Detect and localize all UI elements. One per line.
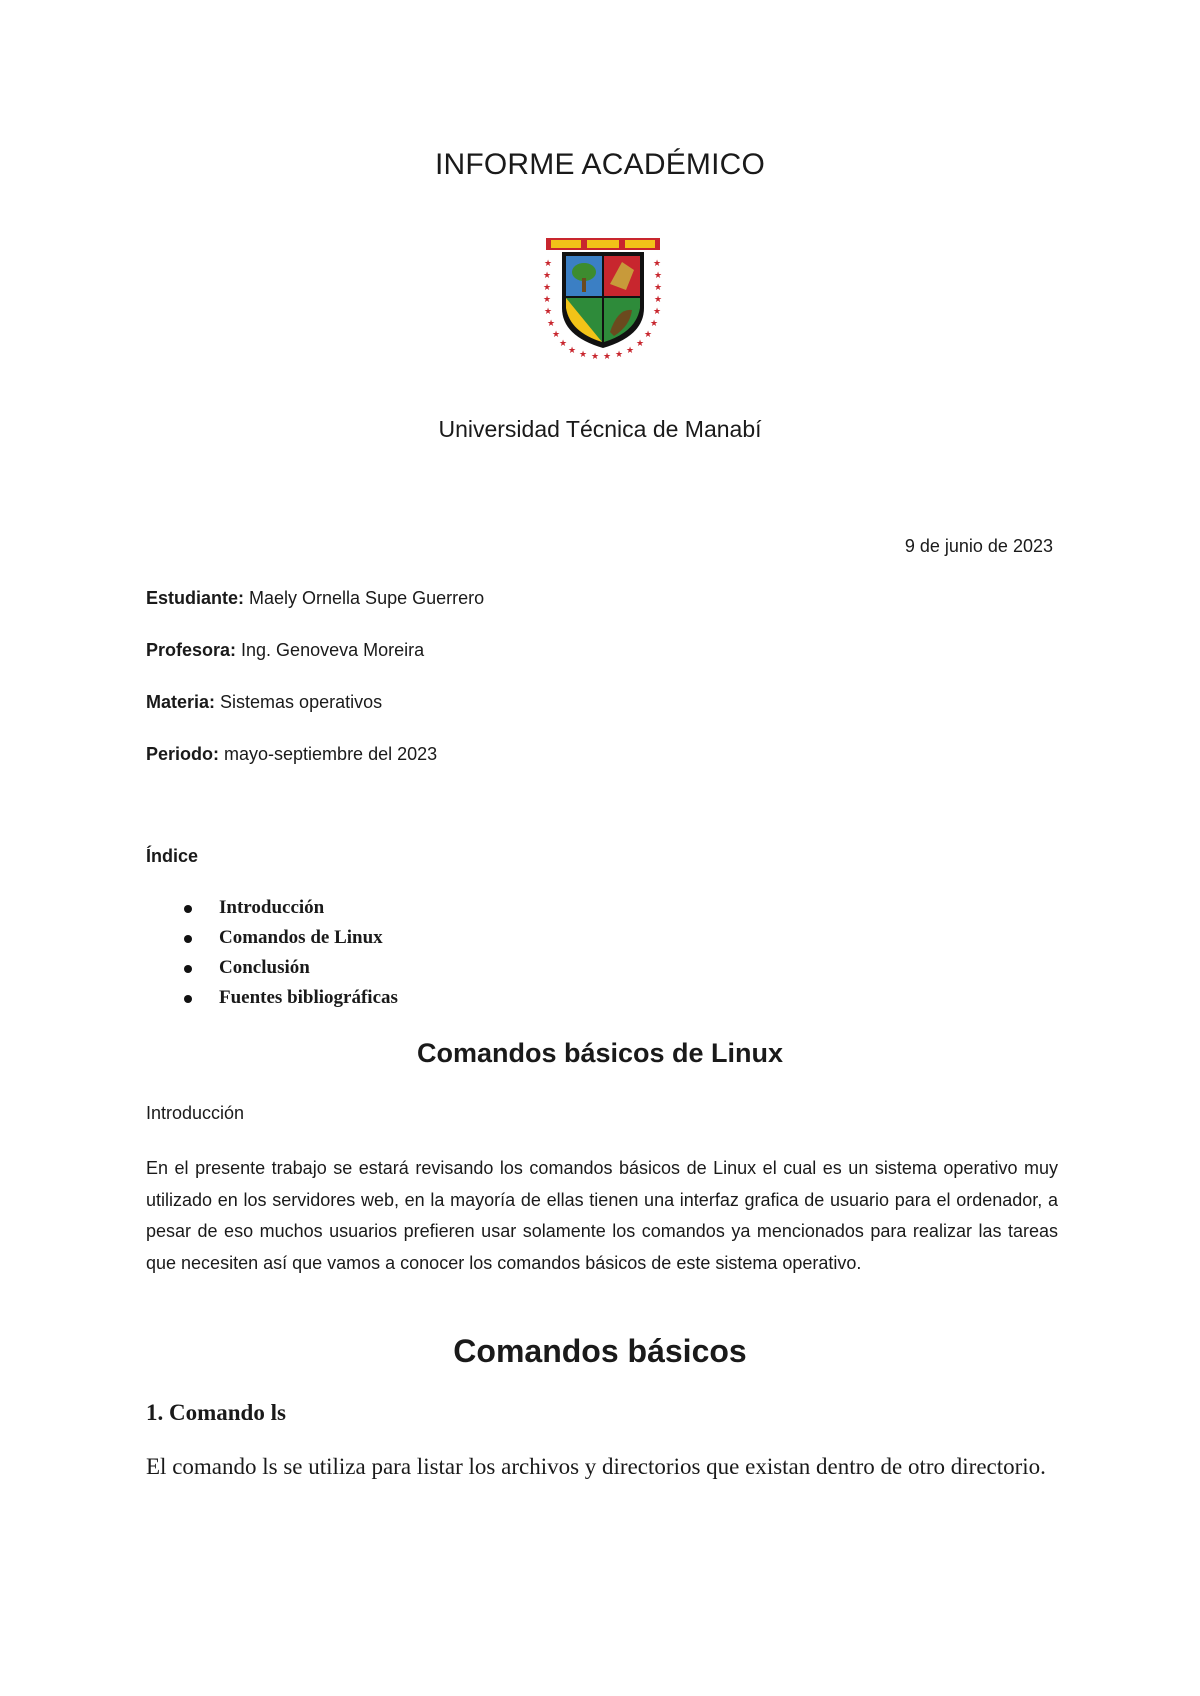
- command-paragraph: El comando ls se utiliza para listar los archivos y directorios que existan dentro de otro directorio.: [146, 1454, 1046, 1479]
- meta-label: Estudiante:: [146, 588, 245, 608]
- svg-text:★: ★: [552, 329, 561, 339]
- meta-period: [146, 744, 437, 765]
- meta-value: Maely Ornella Supe Guerrero: [244, 588, 485, 608]
- index-item-label: Introducción: [219, 897, 325, 918]
- svg-text:★: ★: [543, 294, 552, 304]
- document-title: INFORME ACADÉMICO: [434, 148, 766, 181]
- svg-text:★: ★: [579, 349, 588, 359]
- bullet-icon: [184, 995, 192, 1003]
- svg-text:★: ★: [636, 338, 645, 348]
- meta-label: Profesora:: [146, 640, 237, 660]
- svg-text:★: ★: [615, 349, 624, 359]
- meta-label: Materia:: [146, 692, 216, 712]
- svg-text:★: ★: [644, 329, 653, 339]
- index-item: [146, 923, 398, 953]
- meta-professor: [146, 640, 424, 661]
- svg-text:★: ★: [559, 338, 568, 348]
- svg-text:★: ★: [654, 294, 663, 304]
- svg-text:★: ★: [603, 351, 612, 361]
- index-item-label: Comandos de Linux: [219, 927, 383, 948]
- svg-text:★: ★: [543, 282, 552, 292]
- index-item: [146, 893, 398, 923]
- svg-text:★: ★: [544, 306, 553, 316]
- university-crest-logo: [540, 236, 666, 362]
- svg-text:★: ★: [568, 345, 577, 355]
- meta-value: mayo-septiembre del 2023: [219, 744, 438, 764]
- crest-svg: [540, 236, 666, 362]
- index-item: [146, 953, 398, 983]
- intro-heading: Introducción: [146, 1103, 245, 1123]
- index-item: [146, 983, 398, 1013]
- svg-text:★: ★: [544, 258, 553, 268]
- svg-text:★: ★: [543, 270, 552, 280]
- document-date: 9 de junio de 2023: [904, 536, 1053, 556]
- index-list: [146, 893, 398, 1013]
- svg-text:★: ★: [654, 282, 663, 292]
- section-heading: Comandos básicos de Linux: [416, 1038, 784, 1068]
- index-item-label: Conclusión: [219, 957, 310, 978]
- meta-value: Ing. Genoveva Moreira: [236, 640, 425, 660]
- bullet-icon: [184, 935, 192, 943]
- svg-text:★: ★: [626, 345, 635, 355]
- index-heading: Índice: [146, 846, 199, 866]
- svg-text:★: ★: [591, 351, 600, 361]
- meta-value: Sistemas operativos: [215, 692, 383, 712]
- meta-subject: [146, 692, 382, 713]
- command-heading: 1. Comando ls: [146, 1400, 286, 1425]
- meta-label: Periodo:: [146, 744, 220, 764]
- svg-text:★: ★: [650, 318, 659, 328]
- svg-text:★: ★: [547, 318, 556, 328]
- svg-text:★: ★: [654, 270, 663, 280]
- bullet-icon: [184, 965, 192, 973]
- svg-text:★: ★: [653, 258, 662, 268]
- meta-student: [146, 588, 484, 609]
- index-item-label: Fuentes bibliográficas: [219, 987, 398, 1008]
- bullet-icon: [184, 905, 192, 913]
- basic-commands-heading: Comandos básicos: [453, 1333, 747, 1369]
- university-name: Universidad Técnica de Manabí: [438, 416, 762, 442]
- intro-paragraph: En el presente trabajo se estará revisando los comandos básicos de Linux el cual es un sistema operativo muy utilizado en los servidores web, en la mayoría de ellas tienen una interfaz grafica de usuario para el ordenador, a pesar de eso muchos usuarios prefieren usar solamente los comandos ya mencionados para realizar las tareas que necesiten así que vamos a conocer los comandos básicos de este sistema operativo.: [146, 1158, 1058, 1273]
- svg-text:★: ★: [653, 306, 662, 316]
